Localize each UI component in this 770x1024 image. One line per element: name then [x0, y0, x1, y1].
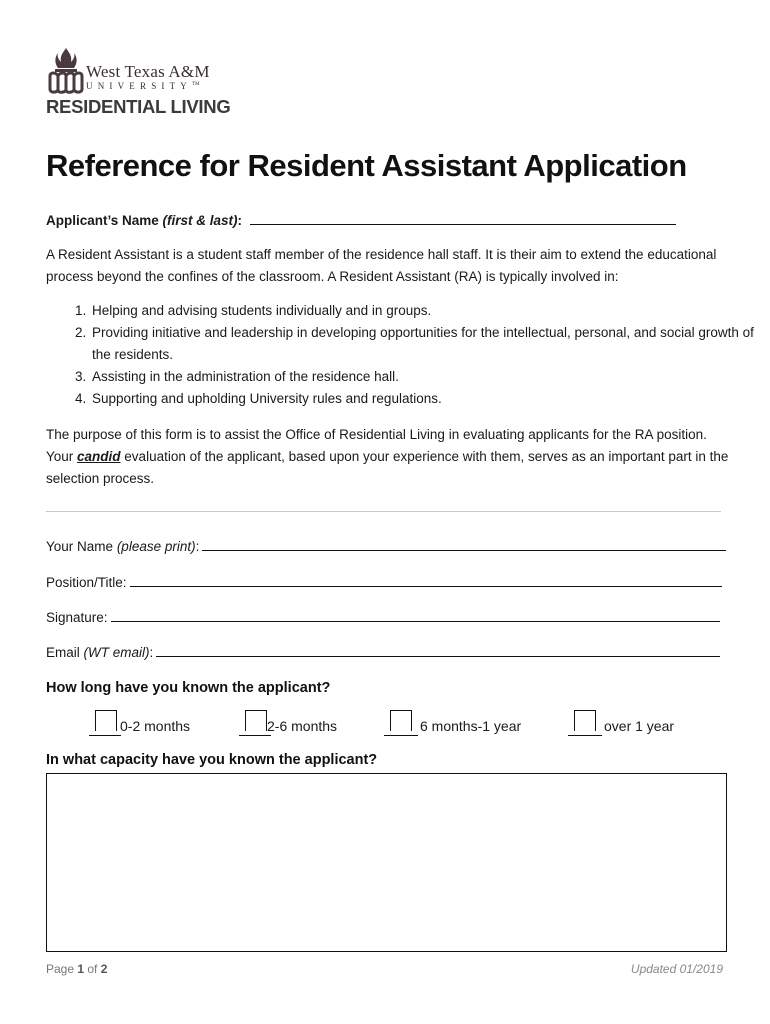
- signature-label: Signature:: [46, 610, 108, 625]
- checkbox-over-1-year[interactable]: [574, 710, 596, 731]
- applicant-name-field[interactable]: [250, 210, 676, 225]
- applicant-name-hint: (first & last): [162, 213, 238, 228]
- signature-field[interactable]: [111, 609, 720, 622]
- position-title-label: Position/Title:: [46, 575, 127, 590]
- signature-row: [46, 609, 720, 625]
- section-divider: [46, 511, 721, 512]
- total-pages: 2: [100, 962, 108, 976]
- flame-logo-icon: [46, 46, 86, 96]
- your-name-row: [46, 538, 726, 554]
- duty-item: 1. Helping and advising students individually and in groups.: [90, 300, 770, 322]
- checkbox-0-2-months[interactable]: [95, 710, 117, 731]
- duration-option-6-months-1-year[interactable]: [384, 710, 521, 734]
- purpose-text-end: evaluation of the applicant, based upon your experience with them, serves as an important part in the selection process.: [46, 449, 729, 486]
- duration-option-label: 2-6 months: [267, 718, 338, 734]
- duration-option-label: 0-2 months: [120, 718, 191, 734]
- page-of: of: [84, 962, 101, 976]
- wtamu-residential-living-logo: [46, 46, 246, 122]
- purpose-paragraph: [46, 424, 736, 490]
- page-prefix: Page: [46, 962, 78, 976]
- your-name-colon: :: [195, 539, 200, 554]
- duration-option-0-2-months[interactable]: [89, 710, 190, 734]
- applicant-name-label: Applicant’s Name: [46, 213, 163, 228]
- applicant-name-colon: :: [237, 213, 243, 228]
- known-duration-question: How long have you known the applicant?: [46, 680, 331, 696]
- capacity-answer-box[interactable]: [46, 773, 727, 952]
- your-name-label: Your Name: [46, 539, 114, 554]
- duty-item: 4. Supporting and upholding University rules and regulations.: [90, 388, 770, 410]
- applicant-name-row: [46, 210, 676, 232]
- updated-date: Updated 01/2019: [630, 962, 723, 976]
- email-field[interactable]: [156, 644, 720, 657]
- duration-option-label: over 1 year: [604, 718, 675, 734]
- position-title-row: [46, 574, 722, 590]
- checkbox-2-6-months[interactable]: [245, 710, 267, 731]
- email-colon: :: [149, 645, 154, 660]
- current-page: 1: [77, 962, 85, 976]
- page-number: [46, 962, 107, 976]
- logo-department-name: RESIDENTIAL LIVING: [46, 96, 231, 117]
- logo-university-name: West Texas A&M: [86, 62, 210, 81]
- page-title: Reference for Resident Assistant Application: [46, 148, 687, 183]
- logo-university-word: UNIVERSITY™: [86, 81, 200, 91]
- duty-item: 2. Providing initiative and leadership in developing opportunities for the intellectual, personal, and social growth of the residents.: [90, 322, 770, 366]
- email-hint: (WT email): [83, 645, 150, 660]
- email-label: Email: [46, 645, 80, 660]
- position-title-field[interactable]: [130, 574, 722, 587]
- ra-duties-list: [46, 300, 770, 410]
- checkbox-6-months-1-year[interactable]: [390, 710, 412, 731]
- capacity-question: In what capacity have you known the applicant?: [46, 752, 378, 768]
- intro-paragraph: A Resident Assistant is a student staff member of the residence hall staff. It is their aim to extend the educational process beyond the confines of the classroom. A Resident Assistant (RA) is typically involved in:: [46, 247, 717, 284]
- candid-emphasis: candid: [77, 449, 121, 464]
- duration-option-label: 6 months-1 year: [420, 718, 522, 734]
- duration-option-2-6-months[interactable]: [239, 710, 337, 734]
- duration-option-over-1-year[interactable]: [568, 710, 674, 734]
- your-name-hint: (please print): [116, 539, 196, 554]
- your-name-field[interactable]: [202, 538, 726, 551]
- duty-item: 3. Assisting in the administration of the residence hall.: [90, 366, 770, 388]
- email-row: [46, 644, 720, 660]
- purpose-text-start: The purpose of this form is to assist the Office of Residential Living in evaluating applicants for the RA position. Your: [46, 427, 707, 464]
